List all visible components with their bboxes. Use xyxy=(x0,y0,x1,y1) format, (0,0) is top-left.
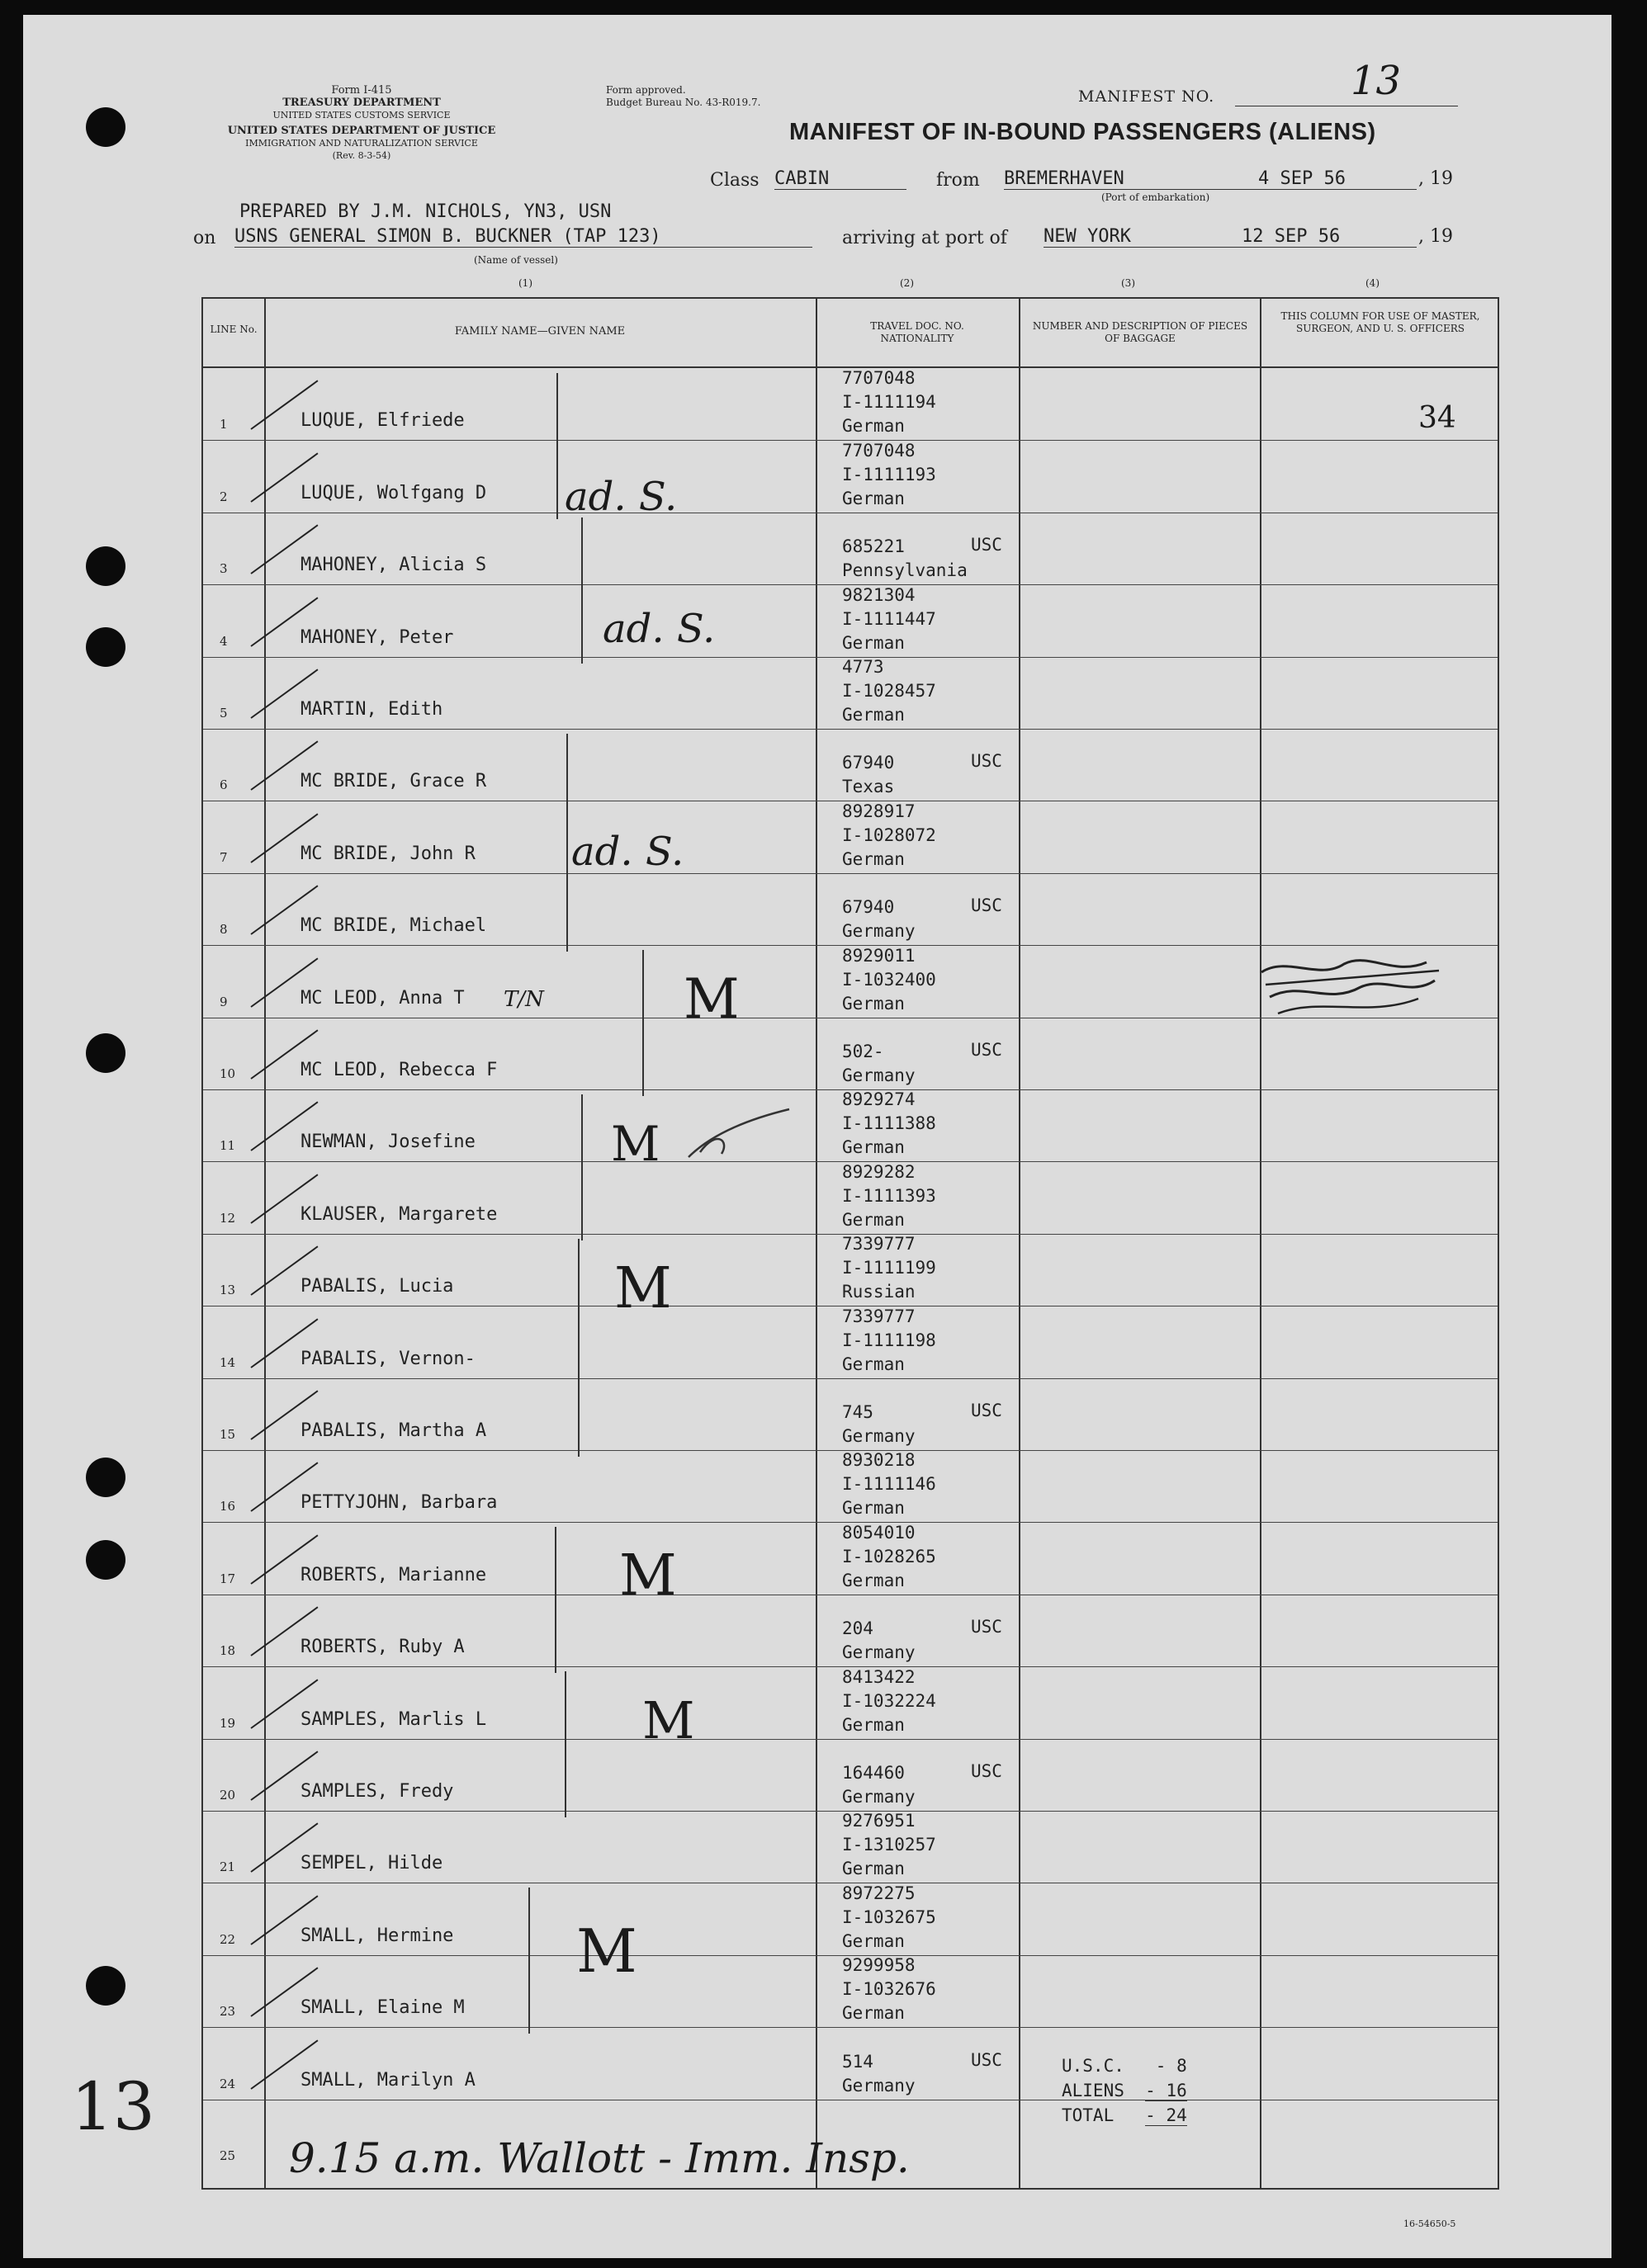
inspector-note: 9.15 a.m. Wallott - Imm. Insp. xyxy=(289,2134,910,2182)
travel-doc-line: German xyxy=(842,848,905,869)
travel-doc xyxy=(842,1954,1007,2025)
travel-doc-line: Germany xyxy=(842,1642,916,1663)
travel-doc-line: I-1032224 xyxy=(842,1690,936,1711)
passenger-name: PABALIS, Vernon- xyxy=(301,1348,476,1369)
passenger-name: LUQUE, Wolfgang D xyxy=(301,482,487,503)
arrival-port: NEW YORK xyxy=(1044,226,1417,248)
travel-doc xyxy=(842,1160,1007,1232)
travel-doc-line: 8929282 xyxy=(842,1161,916,1182)
passenger-name: MARTIN, Edith xyxy=(301,698,443,720)
line-number: 23 xyxy=(220,2004,236,2020)
line-number: 16 xyxy=(220,1499,236,1514)
travel-doc-line: I-1032675 xyxy=(842,1907,936,1927)
col-num-3: (3) xyxy=(1121,277,1135,289)
travel-doc-line: I-1310257 xyxy=(842,1835,936,1855)
form-approved: Form approved. xyxy=(606,84,686,96)
tn-note: T/N xyxy=(504,987,544,1012)
vessel-name: USNS GENERAL SIMON B. BUCKNER (TAP 123) xyxy=(234,226,812,248)
bracket-line xyxy=(578,1311,580,1384)
travel-doc-line: German xyxy=(842,488,905,508)
class-label: Class xyxy=(710,170,760,191)
travel-doc-line: I-1111198 xyxy=(842,1330,936,1350)
passenger-name: MAHONEY, Peter xyxy=(301,626,454,648)
passenger-name: PABALIS, Martha A xyxy=(301,1420,487,1441)
m-mark: M xyxy=(684,967,740,1031)
col-num-2: (2) xyxy=(900,277,914,289)
table-row xyxy=(203,2027,1498,2099)
bracket-line xyxy=(528,1888,530,1961)
aliens-total: - 16 xyxy=(1145,2081,1187,2100)
travel-doc-line: 9299958 xyxy=(842,1955,916,1976)
travel-doc-line: German xyxy=(842,1930,905,1951)
treasury-dept: TREASURY DEPARTMENT xyxy=(282,97,441,109)
citizen-flag: USC xyxy=(971,895,1002,916)
travel-doc-line: 514 xyxy=(842,2051,873,2072)
table-row xyxy=(203,1955,1498,2027)
passenger-name: PETTYJOHN, Barbara xyxy=(301,1492,498,1514)
passenger-name: PABALIS, Lucia xyxy=(301,1276,454,1297)
customs-service: UNITED STATES CUSTOMS SERVICE xyxy=(272,110,451,120)
travel-doc xyxy=(842,800,1007,872)
m-mark: M xyxy=(576,1916,637,1986)
table-row xyxy=(203,801,1498,872)
usc-total-label: U.S.C. xyxy=(1062,2056,1124,2076)
binder-hole xyxy=(86,627,125,667)
travel-doc-line: 7339777 xyxy=(842,1234,916,1254)
travel-doc-line: 8930218 xyxy=(842,1450,916,1471)
passenger-name: SEMPEL, Hilde xyxy=(301,1853,443,1874)
citizen-flag: USC xyxy=(971,1617,1002,1637)
citizen-flag: USC xyxy=(971,1400,1002,1420)
m-mark: M xyxy=(611,1116,660,1172)
travel-doc-line: I-1032400 xyxy=(842,969,936,990)
on-label: on xyxy=(193,228,216,248)
bracket-line xyxy=(581,589,583,663)
budget-block xyxy=(606,84,760,109)
travel-doc-line: 9276951 xyxy=(842,1811,916,1831)
citizen-flag: USC xyxy=(971,751,1002,772)
line-number: 8 xyxy=(220,922,228,938)
bracket-line xyxy=(565,1671,566,1745)
travel-doc-line: German xyxy=(842,1859,905,1879)
travel-doc-line: 9821304 xyxy=(842,584,916,605)
line-number: 6 xyxy=(220,777,228,793)
passenger-name: MC LEOD, Rebecca F xyxy=(301,1059,498,1080)
passenger-name: MC BRIDE, John R xyxy=(301,843,476,864)
table-row xyxy=(203,513,1498,584)
passenger-name: MAHONEY, Alicia S xyxy=(301,555,487,576)
travel-doc-line: I-1111447 xyxy=(842,608,936,629)
bracket-line xyxy=(578,1239,580,1312)
table-row xyxy=(203,1089,1498,1161)
travel-doc-line: 8928917 xyxy=(842,801,916,821)
ins-service: IMMIGRATION AND NATURALIZATION SERVICE xyxy=(245,138,478,149)
travel-doc-line: 7339777 xyxy=(842,1306,916,1326)
bracket-line xyxy=(581,1094,583,1168)
bracket-line xyxy=(578,1383,580,1457)
citizen-flag: USC xyxy=(971,535,1002,555)
travel-doc-line: 204 xyxy=(842,1618,873,1639)
passenger-name: SAMPLES, Fredy xyxy=(301,1780,454,1802)
travel-doc-line: German xyxy=(842,1137,905,1158)
margin-manifest-number: 13 xyxy=(71,2068,155,2145)
travel-doc-line: I-1111146 xyxy=(842,1474,936,1495)
travel-doc xyxy=(842,366,1007,438)
travel-doc-line: I-1111388 xyxy=(842,1113,936,1134)
bracket-line xyxy=(581,517,583,591)
travel-doc-line: 7707048 xyxy=(842,440,916,461)
table-row xyxy=(203,1666,1498,1738)
arriving-label: arriving at port of xyxy=(842,228,1007,248)
passenger-name: SMALL, Elaine M xyxy=(301,1997,465,2019)
table-row xyxy=(203,657,1498,729)
travel-doc-line: 502- xyxy=(842,1041,884,1061)
class-value: CABIN xyxy=(774,168,906,190)
form-agency-block xyxy=(188,84,535,162)
manifest-number-label: MANIFEST NO. xyxy=(1078,87,1215,106)
travel-doc xyxy=(842,1521,1007,1593)
travel-doc xyxy=(842,944,1007,1016)
manifest-title: MANIFEST OF IN-BOUND PASSENGERS (ALIENS) xyxy=(789,119,1376,145)
travel-doc-line: German xyxy=(842,1570,905,1590)
travel-doc-line: Germany xyxy=(842,1786,916,1807)
travel-doc-line: German xyxy=(842,2003,905,2024)
line-number: 24 xyxy=(220,2076,236,2091)
line-number: 3 xyxy=(220,561,228,577)
usc-total: - 8 xyxy=(1155,2056,1187,2076)
travel-doc xyxy=(842,1809,1007,1881)
line-number: 20 xyxy=(220,1787,236,1803)
prepared-by: PREPARED BY J.M. NICHOLS, YN3, USN xyxy=(239,201,612,222)
travel-doc xyxy=(842,1882,1007,1954)
travel-doc-line: 7707048 xyxy=(842,368,916,389)
travel-doc-line: I-1028072 xyxy=(842,825,936,845)
passenger-name: SMALL, Hermine xyxy=(301,1925,454,1946)
line-number: 22 xyxy=(220,1931,236,1947)
travel-doc-line: I-1111193 xyxy=(842,464,936,484)
form-number: Form I-415 xyxy=(331,84,392,97)
table-row xyxy=(203,873,1498,945)
travel-doc-line: German xyxy=(842,632,905,653)
line-number: 4 xyxy=(220,633,228,649)
m-mark: M xyxy=(619,1543,677,1609)
officer-count: 34 xyxy=(1418,401,1456,435)
arrival-date: 12 SEP 56 xyxy=(1242,226,1341,247)
line-number: 19 xyxy=(220,1715,236,1731)
bracket-line xyxy=(566,806,568,879)
print-code: 16-54650-5 xyxy=(1403,2218,1456,2229)
table-row xyxy=(203,1595,1498,1666)
travel-doc xyxy=(842,584,1007,655)
travel-doc-line: German xyxy=(842,1209,905,1230)
line-number: 9 xyxy=(220,994,228,1009)
citizen-flag: USC xyxy=(971,2049,1002,2070)
table-row xyxy=(203,1161,1498,1233)
passenger-name: NEWMAN, Josefine xyxy=(301,1132,476,1153)
bracket-line xyxy=(528,1960,530,2034)
table-row xyxy=(203,1306,1498,1377)
grand-total-label: TOTAL xyxy=(1062,2105,1115,2125)
travel-doc-line: I-1028457 xyxy=(842,681,936,701)
grand-total: - 24 xyxy=(1145,2105,1187,2125)
from-label: from xyxy=(936,170,980,191)
manifest-sheet xyxy=(23,15,1612,2258)
travel-doc-line: German xyxy=(842,1354,905,1374)
col-header-line: LINE No. xyxy=(210,324,258,335)
line-number: 1 xyxy=(220,417,228,432)
line-number: 15 xyxy=(220,1426,236,1442)
totals-block xyxy=(1062,2053,1187,2128)
col-header-baggage: NUMBER AND DESCRIPTION OF PIECES OF BAGGAGE xyxy=(1032,320,1248,344)
bracket-line xyxy=(642,950,644,1023)
col-num-1: (1) xyxy=(518,277,532,289)
table-row xyxy=(203,1522,1498,1594)
bracket-line xyxy=(556,373,558,447)
passenger-table xyxy=(201,297,1499,2190)
travel-doc-line: 8413422 xyxy=(842,1666,916,1687)
travel-doc xyxy=(842,439,1007,511)
table-row xyxy=(203,584,1498,656)
travel-doc-line: Germany xyxy=(842,1065,916,1085)
embark-year: , 19 xyxy=(1418,168,1453,189)
travel-doc xyxy=(842,1232,1007,1304)
revision-date: (Rev. 8-3-54) xyxy=(332,150,391,161)
col-num-4: (4) xyxy=(1365,277,1380,289)
bracket-line xyxy=(565,1744,566,1817)
m-mark: M xyxy=(614,1256,672,1321)
travel-doc-line: 8972275 xyxy=(842,1883,916,1903)
admitted-note: ad. S. xyxy=(571,829,684,875)
bracket-line xyxy=(555,1599,556,1673)
binder-hole xyxy=(86,1458,125,1497)
travel-doc-line: 685221 xyxy=(842,536,905,557)
arrival-year: , 19 xyxy=(1418,226,1453,247)
col-header-officers: THIS COLUMN FOR USE OF MASTER, SURGEON, AND U. S. OFFICERS xyxy=(1280,310,1480,334)
admitted-note: ad. S. xyxy=(565,474,678,520)
passenger-name: MC LEOD, Anna T xyxy=(301,987,465,1009)
embark-date: 4 SEP 56 xyxy=(1258,168,1346,189)
travel-doc-line: 164460 xyxy=(842,1762,905,1783)
travel-doc xyxy=(842,1088,1007,1160)
table-row xyxy=(203,1378,1498,1450)
bracket-line xyxy=(556,445,558,518)
m-mark: M xyxy=(642,1690,695,1751)
budget-number: Budget Bureau No. 43-R019.7. xyxy=(606,97,761,108)
travel-doc-line: 8054010 xyxy=(842,1522,916,1543)
travel-doc-line: German xyxy=(842,1714,905,1735)
binder-hole xyxy=(86,1540,125,1580)
justice-dept: UNITED STATES DEPARTMENT OF JUSTICE xyxy=(227,125,496,137)
travel-doc xyxy=(842,655,1007,727)
col-header-name: FAMILY NAME—GIVEN NAME xyxy=(454,325,626,338)
table-row xyxy=(203,1883,1498,1954)
bracket-line xyxy=(581,1166,583,1240)
citizen-flag: USC xyxy=(971,1760,1002,1781)
scribble-mark xyxy=(1253,947,1451,1022)
aliens-total-label: ALIENS xyxy=(1062,2081,1124,2100)
travel-doc-line: German xyxy=(842,705,905,725)
travel-doc-line: German xyxy=(842,1498,905,1519)
travel-doc-line: Germany xyxy=(842,1425,916,1446)
table-row xyxy=(203,1018,1498,1089)
travel-doc-line: German xyxy=(842,416,905,437)
travel-doc-line: I-1028265 xyxy=(842,1546,936,1566)
travel-doc-line: 8929011 xyxy=(842,945,916,966)
binder-hole xyxy=(86,1033,125,1073)
travel-doc-line: German xyxy=(842,993,905,1014)
passenger-name: ROBERTS, Marianne xyxy=(301,1564,487,1585)
passenger-name: ROBERTS, Ruby A xyxy=(301,1637,465,1658)
vessel-caption: (Name of vessel) xyxy=(474,254,558,266)
line-number: 13 xyxy=(220,1283,236,1298)
col-header-travel: TRAVEL DOC. NO. NATIONALITY xyxy=(870,320,964,344)
line-number: 18 xyxy=(220,1643,236,1659)
scribble-mark xyxy=(684,1104,799,1170)
travel-doc xyxy=(842,1448,1007,1520)
travel-doc xyxy=(842,1305,1007,1377)
manifest-number: 13 xyxy=(1351,58,1402,104)
line-number: 5 xyxy=(220,705,228,721)
passenger-name: KLAUSER, Margarete xyxy=(301,1203,498,1225)
bracket-line xyxy=(555,1527,556,1600)
admitted-note: ad. S. xyxy=(603,606,716,652)
port-caption: (Port of embarkation) xyxy=(1101,191,1210,203)
travel-doc-line: Pennsylvania xyxy=(842,560,968,581)
line-number: 2 xyxy=(220,489,228,504)
travel-doc-line: 67940 xyxy=(842,897,895,918)
travel-doc-line: 4773 xyxy=(842,657,884,677)
line-number: 12 xyxy=(220,1210,236,1226)
travel-doc-line: 67940 xyxy=(842,753,895,773)
table-row xyxy=(203,1450,1498,1522)
travel-doc-line: Russian xyxy=(842,1282,916,1302)
line-number: 14 xyxy=(220,1354,236,1370)
passenger-name: MC BRIDE, Grace R xyxy=(301,771,487,792)
line-number: 7 xyxy=(220,849,228,865)
embark-port: BREMERHAVEN xyxy=(1004,168,1417,190)
travel-doc-line: Texas xyxy=(842,777,895,797)
passenger-name: SMALL, Marilyn A xyxy=(301,2069,476,2091)
line-number: 10 xyxy=(220,1065,236,1081)
travel-doc-line: 8929274 xyxy=(842,1089,916,1110)
table-row xyxy=(203,440,1498,512)
binder-hole xyxy=(86,1966,125,2006)
passenger-name: SAMPLES, Marlis L xyxy=(301,1708,487,1730)
bracket-line xyxy=(642,1023,644,1096)
travel-doc-line: 745 xyxy=(842,1401,873,1422)
travel-doc-line: Germany xyxy=(842,2075,916,2096)
passenger-name: MC BRIDE, Michael xyxy=(301,915,487,937)
line-number: 25 xyxy=(220,2148,236,2163)
passenger-name: LUQUE, Elfriede xyxy=(301,410,465,432)
table-row xyxy=(203,1811,1498,1883)
binder-hole xyxy=(86,107,125,147)
bracket-line xyxy=(566,878,568,952)
table-row xyxy=(203,1234,1498,1306)
table-row xyxy=(203,729,1498,801)
line-number: 17 xyxy=(220,1571,236,1586)
table-row xyxy=(203,1739,1498,1811)
travel-doc-line: I-1111194 xyxy=(842,392,936,413)
line-number: 11 xyxy=(220,1138,236,1154)
travel-doc-line: I-1111393 xyxy=(842,1185,936,1206)
travel-doc-line: I-1111199 xyxy=(842,1258,936,1278)
travel-doc-line: I-1032676 xyxy=(842,1979,936,2000)
binder-hole xyxy=(86,546,125,586)
table-row xyxy=(203,368,1498,440)
citizen-flag: USC xyxy=(971,1039,1002,1060)
travel-doc-line: Germany xyxy=(842,921,916,942)
travel-doc xyxy=(842,1666,1007,1737)
line-number: 21 xyxy=(220,1859,236,1875)
bracket-line xyxy=(566,734,568,807)
